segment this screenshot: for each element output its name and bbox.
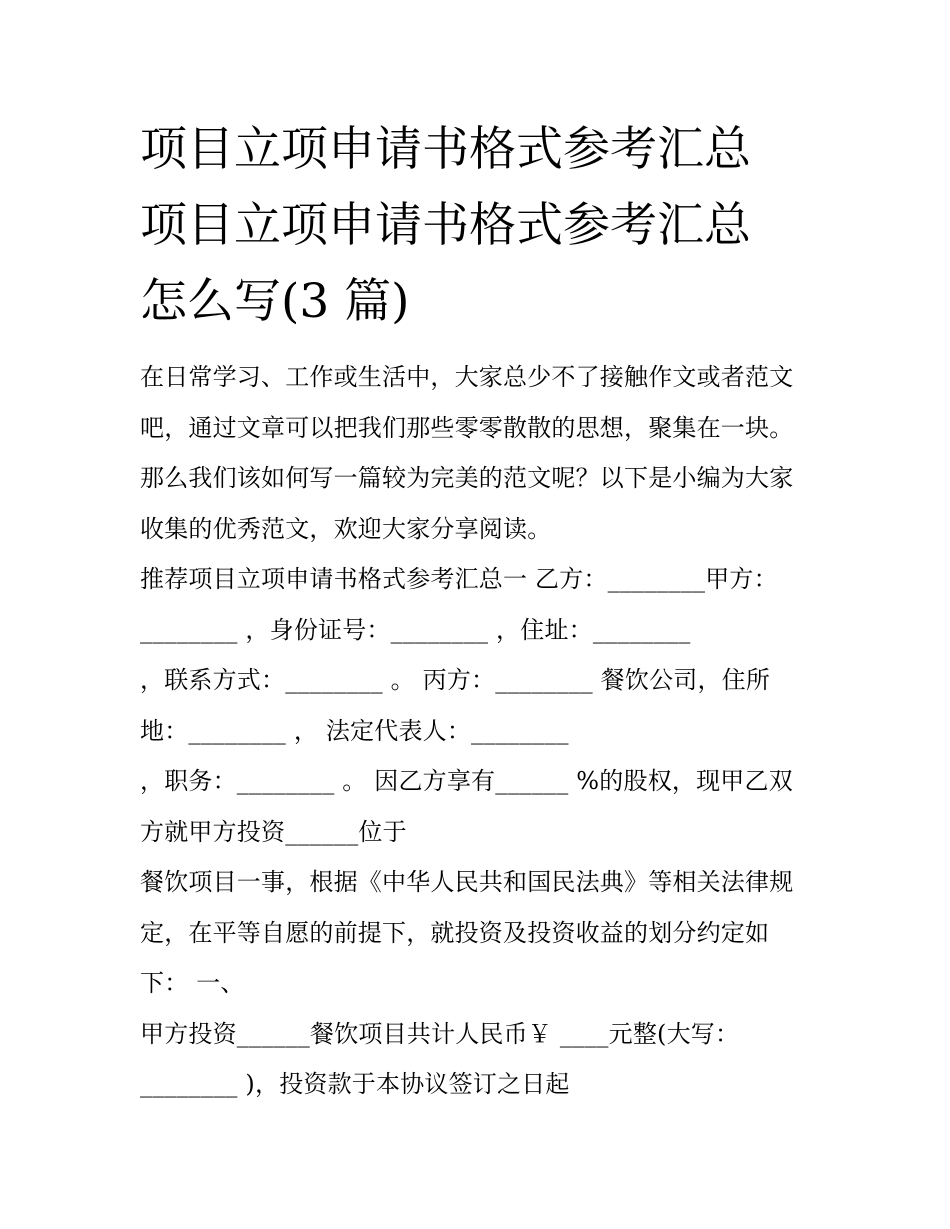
body-line-13: 下： 一、 [140, 969, 245, 997]
title-line-2: 项目立项申请书格式参考汇总 [140, 198, 751, 253]
body-line-7: ，联系方式：________ 。 丙方：________ 餐饮公司，住所 [140, 666, 771, 694]
body-line-2: 吧，通过文章可以把我们那些零零散散的思想，聚集在一块。 [140, 413, 794, 442]
body-line-8: 地：________ ， 法定代表人：________ [140, 716, 569, 745]
body-line-5: 推荐项目立项申请书格式参考汇总一 乙方：________甲方： [140, 565, 778, 593]
title-line-3: 怎么写(3 篇) [140, 274, 410, 329]
body-line-4: 收集的优秀范文，欢迎大家分享阅读。 [140, 514, 552, 543]
body-line-12: 定，在平等自愿的前提下，就投资及投资收益的划分约定如 [140, 918, 770, 947]
body-line-11: 餐饮项目一事，根据《中华人民共和国民法典》等相关法律规 [140, 868, 794, 896]
body-line-6: ________ ，身份证号：________ ，住址：________ [140, 615, 691, 644]
body-line-1: 在日常学习、工作或生活中，大家总少不了接触作文或者范文 [140, 363, 794, 391]
title-line-1: 项目立项申请书格式参考汇总 [140, 122, 751, 177]
body-line-3: 那么我们该如何写一篇较为完美的范文呢？以下是小编为大家 [140, 464, 794, 492]
document-body [140, 352, 830, 1110]
body-line-14: 甲方投资______餐饮项目共计人民币￥ ____元整(大写： [140, 1019, 740, 1048]
body-line-15: ________ )，投资款于本协议签订之日起 [140, 1070, 570, 1098]
body-line-9: ，职务：________ 。 因乙方享有______ %的股权，现甲乙双 [140, 767, 793, 795]
document-title [140, 112, 840, 340]
body-line-10: 方就甲方投资______位于 [140, 817, 407, 846]
